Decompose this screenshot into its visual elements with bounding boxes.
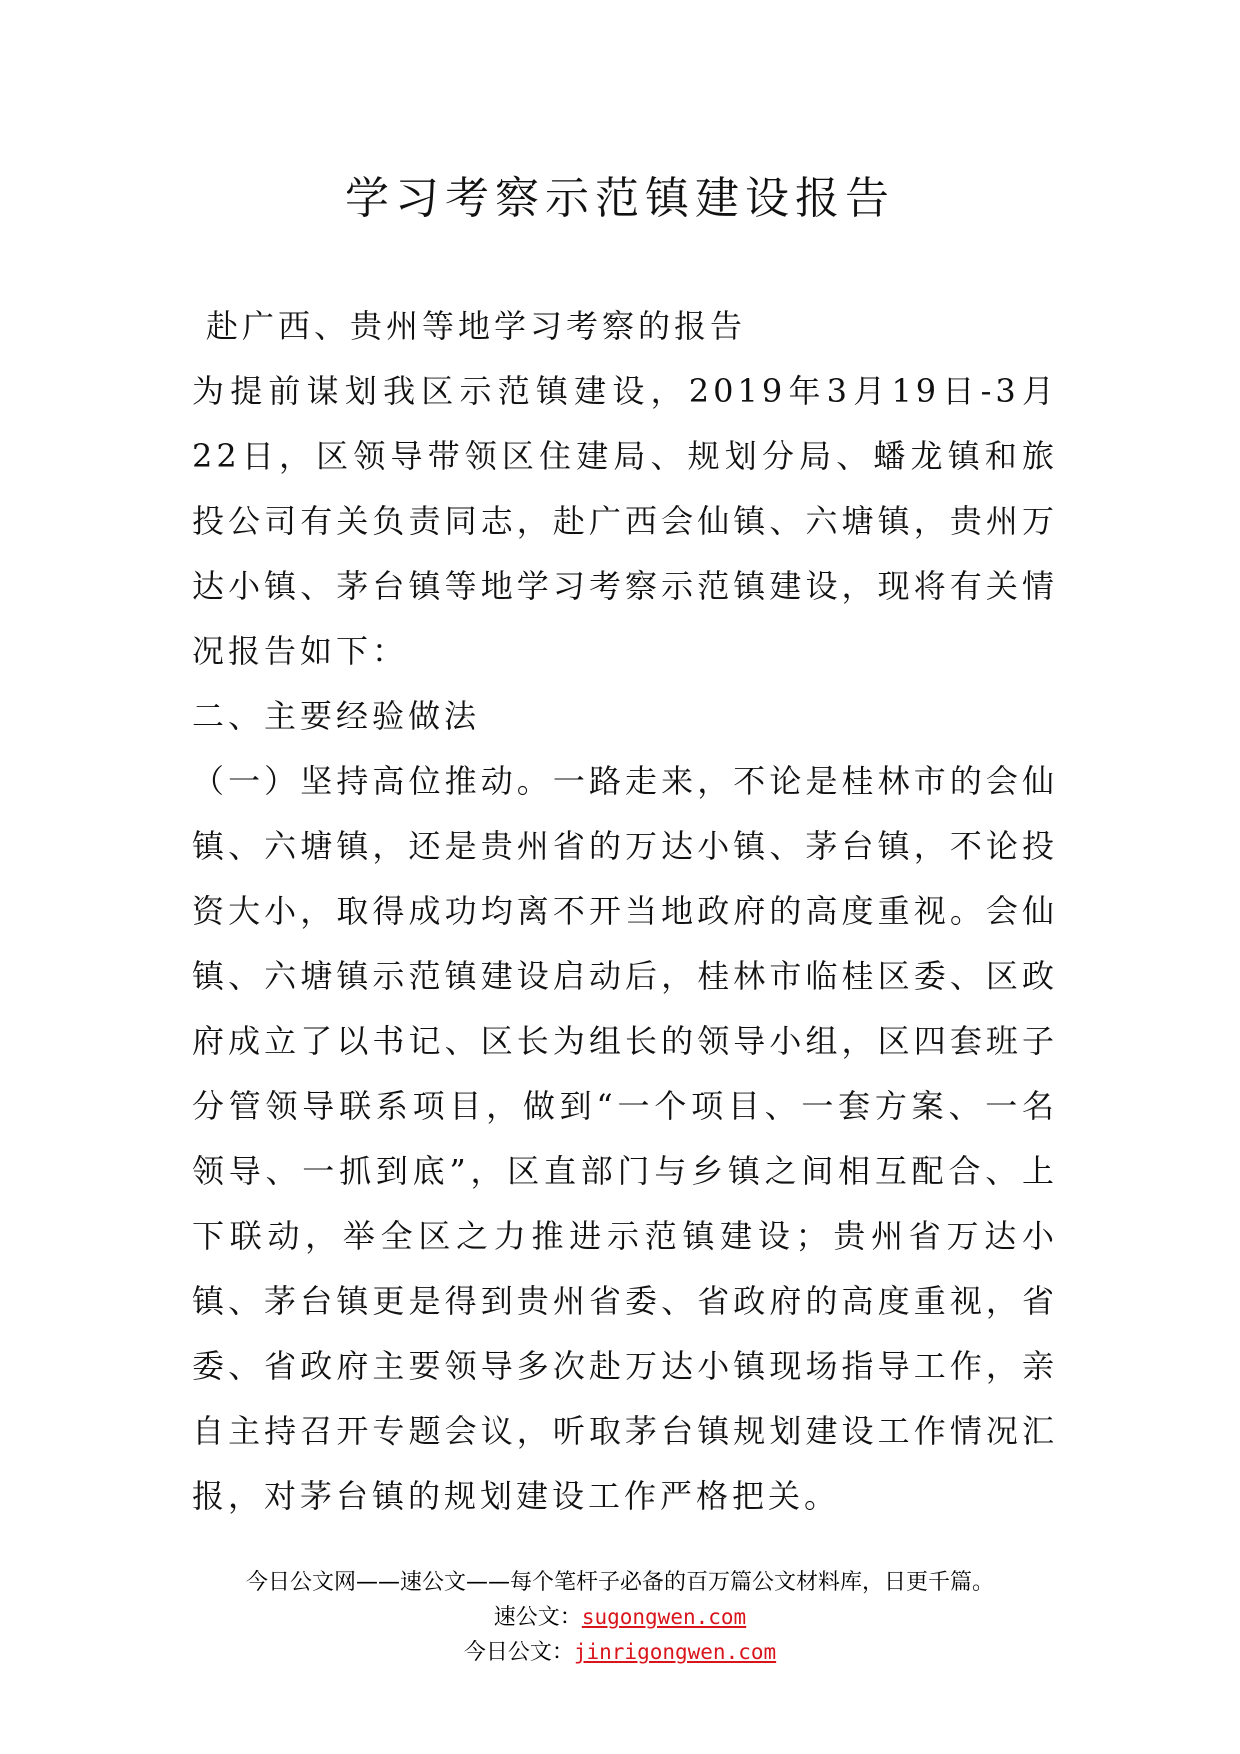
footer-link-row-1 [0,1600,1240,1635]
footer-link-label-2: 今日公文： [463,1640,574,1665]
intro-paragraph: 为提前谋划我区示范镇建设，2019年3月19日-3月22日，区领导带领区住建局、规划分局、蟠龙镇和旅投公司有关负责同志，赴广西会仙镇、六塘镇，贵州万达小镇、茅台镇等地学习考察示范镇建设，现将有关情况报告如下： [192,372,1058,670]
footer-link-label-1: 速公文： [493,1605,582,1630]
section-paragraph: （一）坚持高位推动。一路走来，不论是桂林市的会仙镇、六塘镇，还是贵州省的万达小镇、茅台镇，不论投资大小，取得成功均离不开当地政府的高度重视。会仙镇、六塘镇示范镇建设启动后，桂林市临桂区委、区政府成立了以书记、区长为组长的领导小组，区四套班子分管领导联系项目，做到“一个项目、一套方案、一名领导、一抓到底”，区直部门与乡镇之间相互配合、上下联动，举全区之力推进示范镇建设；贵州省万达小镇、茅台镇更是得到贵州省委、省政府的高度重视，省委、省政府主要领导多次赴万达小镇现场指导工作，亲自主持召开专题会议，听取茅台镇规划建设工作情况汇报，对茅台镇的规划建设工作严格把关。 [192,762,1058,1515]
jinrigongwen-link[interactable]: jinrigongwen.com [573,1640,777,1664]
footer-tagline: 今日公文网——速公文——每个笔杆子必备的百万篇公文材料库，日更千篇。 [245,1570,994,1595]
footer-link-row-2 [0,1635,1240,1670]
section-heading: 二、主要经验做法 [192,697,481,735]
report-subtitle: 赴广西、贵州等地学习考察的报告 [206,307,747,345]
sugongwen-link[interactable]: sugongwen.com [581,1605,747,1629]
document-body [192,294,1058,1529]
footer [0,1566,1240,1670]
page-title: 学习考察示范镇建设报告 [345,173,895,224]
